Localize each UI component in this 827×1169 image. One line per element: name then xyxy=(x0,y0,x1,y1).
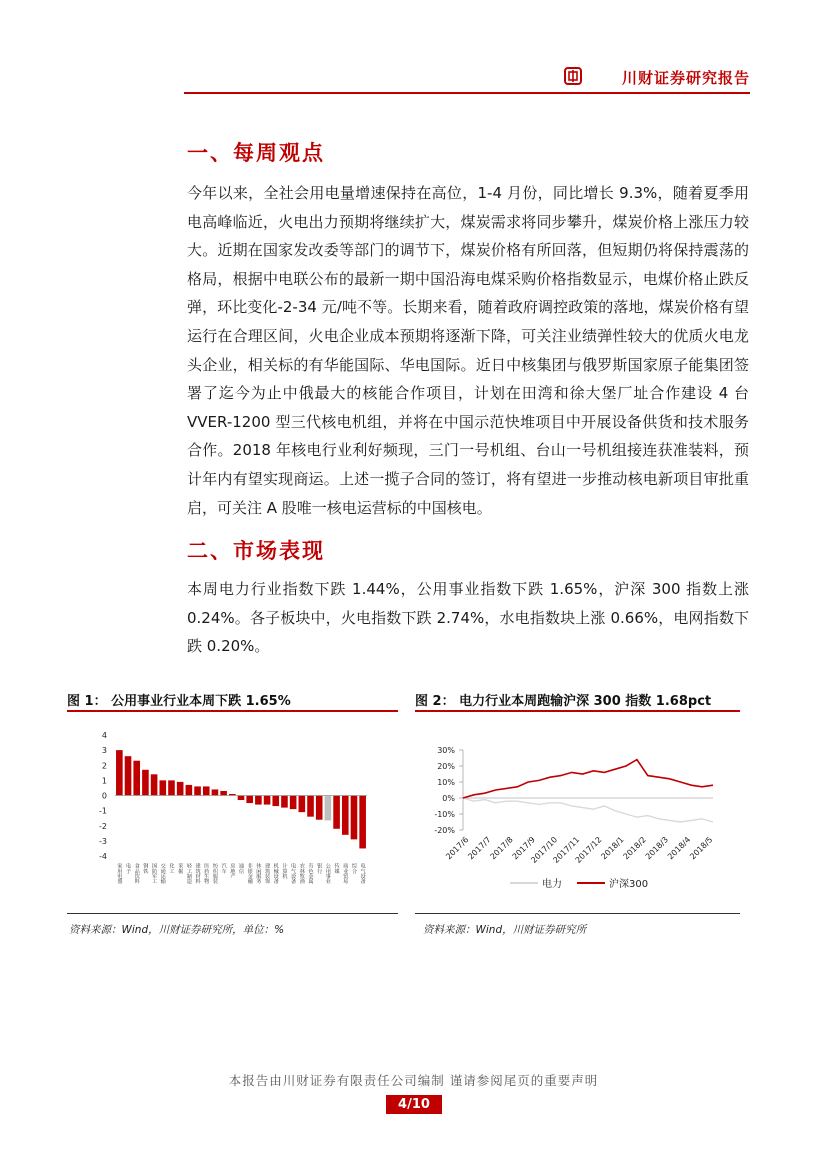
x-tick-label: 机械设备 xyxy=(272,863,279,884)
bar xyxy=(351,796,358,840)
x-tick-label: 2018/4 xyxy=(665,835,693,862)
bar xyxy=(325,796,332,821)
x-tick-label: 计算机 xyxy=(281,863,288,879)
bar xyxy=(342,796,349,835)
bar xyxy=(272,796,279,807)
x-tick-label: 2017/11 xyxy=(551,835,582,865)
figure-1-bar-chart xyxy=(67,720,398,910)
footer-disclaimer: 本报告由川财证券有限责任公司编制 谨请参阅尾页的重要声明 xyxy=(228,1073,599,1088)
x-tick-label: 2018/3 xyxy=(643,835,671,862)
x-tick-label: 建筑材料 xyxy=(194,863,201,884)
header-brand: 川财证券研究报告 xyxy=(621,69,750,87)
x-tick-label: 电子 xyxy=(125,863,132,874)
figure-1-source: 资料来源：Wind，川财证券研究所，单位：% xyxy=(69,924,285,936)
x-tick-label: 休闲服务 xyxy=(255,863,262,884)
bar xyxy=(307,796,314,817)
logo-icon xyxy=(564,67,582,85)
page-number: 4/10 xyxy=(386,1095,442,1114)
page-header xyxy=(184,64,750,94)
bar xyxy=(220,791,227,796)
y-tick-label: 30% xyxy=(437,746,455,755)
x-tick-label: 轻工制造 xyxy=(185,863,192,884)
figure-2-title: 图 2： 电力行业本周跑输沪深 300 指数 1.68pct xyxy=(415,694,712,709)
x-tick-label: 2017/6 xyxy=(444,835,471,862)
y-tick-label: 10% xyxy=(437,778,455,787)
figure-1-title: 图 1： 公用事业行业本周下跌 1.65% xyxy=(67,694,291,709)
figure-2-line-chart xyxy=(415,720,740,910)
x-tick-label: 2018/1 xyxy=(599,835,626,862)
x-tick-label: 非银金融 xyxy=(246,863,253,884)
figure-2-top-rule xyxy=(415,710,740,712)
x-tick-label: 食品饮料 xyxy=(133,863,140,884)
bar xyxy=(186,785,193,796)
bar xyxy=(316,796,323,820)
x-tick-label: 综合 xyxy=(350,863,357,874)
y-tick-label: -10% xyxy=(434,810,455,819)
y-tick-label: -1 xyxy=(99,806,107,816)
bar xyxy=(142,770,149,796)
y-tick-label: 0% xyxy=(442,794,455,803)
bar xyxy=(333,796,340,829)
x-tick-label: 2018/2 xyxy=(621,835,648,862)
bar xyxy=(194,786,201,795)
y-tick-label: 0 xyxy=(101,791,107,801)
bar xyxy=(177,782,184,796)
x-tick-label: 公用事业 xyxy=(324,863,331,884)
bar xyxy=(281,796,288,808)
figure-1-top-rule xyxy=(67,710,398,712)
y-tick-label: 20% xyxy=(437,762,455,771)
figure-1 xyxy=(67,690,398,936)
x-tick-label: 银行 xyxy=(316,863,323,874)
bar xyxy=(246,796,253,804)
x-tick-label: 2017/10 xyxy=(529,835,560,865)
bar xyxy=(212,789,219,795)
bar xyxy=(359,796,366,849)
x-tick-label: 采掘 xyxy=(177,863,184,874)
x-tick-label: 建筑装饰 xyxy=(264,863,271,884)
x-tick-label: 电气设备 xyxy=(359,863,366,884)
section-title-weekly-view: 一、每周观点 xyxy=(187,141,325,165)
x-tick-label: 汽车 xyxy=(220,863,227,874)
x-tick-label: 传媒 xyxy=(333,863,340,874)
x-tick-label: 有色金属 xyxy=(307,863,314,884)
bar xyxy=(168,780,175,795)
x-tick-label: 2017/12 xyxy=(573,835,604,865)
x-tick-label: 通信 xyxy=(238,863,244,874)
bar xyxy=(151,774,158,795)
x-tick-label: 化工 xyxy=(168,863,175,874)
bar xyxy=(299,796,306,813)
series-line-1 xyxy=(463,760,713,798)
x-tick-label: 农林牧渔 xyxy=(298,863,305,884)
x-tick-label: 房地产 xyxy=(229,863,236,879)
x-tick-label: 2017/7 xyxy=(466,835,493,862)
section-body-weekly-view: 今年以来，全社会用电量增速保持在高位，1-4 月份，同比增长 9.3%，随着夏季用电高峰临近，火电出力预期将继续扩大，煤炭需求将同步攀升，煤炭价格上涨压力较大。近期在国家发改委等部门的调节下，煤炭价格有所回落，但短期仍将保持震荡的格局，根据中电联公布的最新一期中国沿海电煤采购价格指数显示，电煤价格止跌反弹，环比变化-2-34 元/吨不等。长期来看，随着政府调控政策的落地，煤炭价格有望运行在合理区间，火电企业成本预期将逐渐下降，可关注业绩弹性较大的优质火电龙头企业，相关标的有华能国际、华电国际。近日中核集团与俄罗斯国家原子能集团签署了迄今为止中俄最大的核能合作项目，计划在田湾和徐大堡厂址合作建设 4 台 VVER-1200 型三代核电机组，并将在中国示范快堆项目中开展设备供货和技术服务合作。2018 年核电行业利好频现，三门一号机组、台山一号机组接连获准装料，预计年内有望实现商运。上述一揽子合同的签订，将有望进一步推动核电新项目审批重启，可关注 A 股唯一核电运营标的中国核电。 xyxy=(187,184,749,517)
figure-2-source: 资料来源：Wind，川财证券研究所 xyxy=(423,924,587,936)
x-tick-label: 商业贸易 xyxy=(342,863,349,884)
y-tick-label: -2 xyxy=(99,821,107,831)
y-tick-label: -20% xyxy=(434,826,455,835)
x-tick-label: 纺织服装 xyxy=(211,863,218,884)
section-title-market: 二、市场表现 xyxy=(187,539,325,563)
bar xyxy=(238,796,245,801)
x-tick-label: 2018/5 xyxy=(688,835,715,862)
section-body-market: 本周电力行业指数下跌 1.44%，公用事业指数下跌 1.65%，沪深 300 指数上涨 0.24%。各子板块中，火电指数下跌 2.74%，水电指数块上涨 0.66%，电网指数下跌 0.20%。 xyxy=(187,580,749,656)
x-tick-label: 2017/9 xyxy=(510,835,537,862)
y-tick-label: 1 xyxy=(101,776,107,786)
y-tick-label: 3 xyxy=(101,746,107,756)
header-rule xyxy=(184,92,750,94)
y-tick-label: -4 xyxy=(99,852,107,861)
bar xyxy=(255,796,262,805)
figure-2-bottom-rule xyxy=(415,913,740,914)
series-line-0 xyxy=(463,798,713,822)
y-tick-label: 4 xyxy=(101,731,107,740)
x-tick-label: 2017/8 xyxy=(488,835,515,862)
bar xyxy=(133,761,140,796)
legend-label: 沪深300 xyxy=(609,879,649,890)
bar xyxy=(290,796,297,810)
legend-label: 电力 xyxy=(542,879,562,890)
bar xyxy=(159,780,166,795)
y-tick-label: -3 xyxy=(99,836,107,846)
x-tick-label: 家用电器 xyxy=(116,863,123,884)
figure-1-bottom-rule xyxy=(67,913,398,914)
bar xyxy=(203,786,210,795)
y-tick-label: 2 xyxy=(101,761,107,771)
x-tick-label: 国防军工 xyxy=(151,863,158,884)
x-tick-label: 钢铁 xyxy=(142,863,149,874)
figure-2 xyxy=(415,690,740,936)
bar xyxy=(116,750,123,795)
x-tick-label: 医药生物 xyxy=(203,863,210,884)
x-tick-label: 电气设备 xyxy=(290,863,297,884)
x-tick-label: 交通运输 xyxy=(159,863,166,884)
bar xyxy=(264,796,271,805)
bar xyxy=(125,756,132,795)
